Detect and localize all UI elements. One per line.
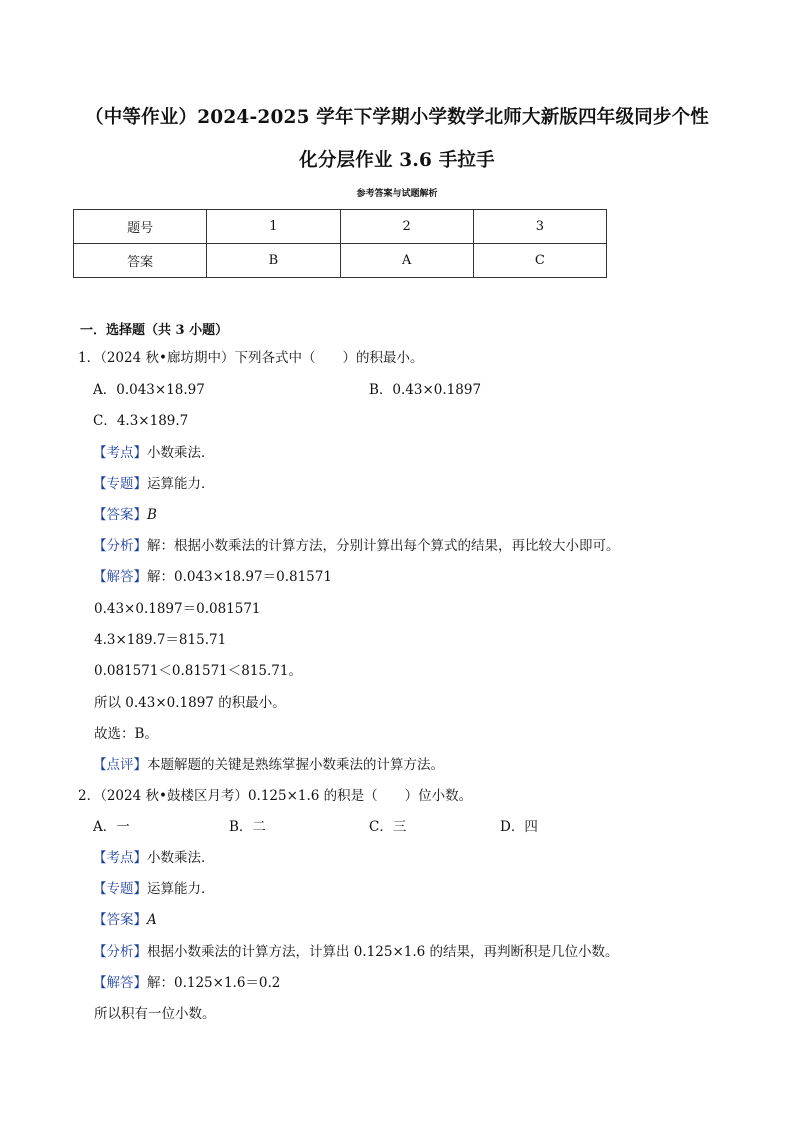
zhuanti-tag: 【专题】 <box>93 476 147 492</box>
kaodian-tag: 【考点】 <box>93 445 147 461</box>
table-cell: A <box>340 244 473 278</box>
question-1-answer <box>93 506 157 524</box>
zhuanti-text: 运算能力． <box>147 476 215 492</box>
question-1-option-a: A．0.043×18.97 <box>93 382 205 398</box>
analysis-text: 解：根据小数乘法的计算方法，分别计算出每个算式的结果，再比较大小即可。 <box>147 538 620 554</box>
question-1-option-b: B．0.43×0.1897 <box>369 382 482 398</box>
kaodian-text: 小数乘法． <box>147 850 215 866</box>
solution-text: 解：0.125×1.6＝0.2 <box>147 975 281 991</box>
question-1-step: 0.43×0.1897＝0.081571 <box>94 601 261 617</box>
question-2-zhuanti <box>93 880 215 898</box>
question-1-kaodian <box>93 444 215 462</box>
table-cell: 题号 <box>74 210 207 244</box>
question-2-step: 所以积有一位小数。 <box>94 1006 216 1022</box>
question-1-step: 所以 0.43×0.1897 的积最小。 <box>94 695 286 711</box>
table-cell: 2 <box>340 210 473 244</box>
table-cell: B <box>207 244 340 278</box>
question-2-option-a: A．一 <box>93 819 130 835</box>
question-1-solution <box>93 568 332 586</box>
analysis-tag: 【分析】 <box>93 944 147 960</box>
answer-tag: 【答案】 <box>93 507 147 523</box>
analysis-tag: 【分析】 <box>93 538 147 554</box>
question-1-option-c: C．4.3×189.7 <box>93 413 189 429</box>
document-subtitle: 参考答案与试题解析 <box>356 189 438 199</box>
comment-tag: 【点评】 <box>93 757 147 773</box>
answer-text: B <box>147 507 157 523</box>
question-2-kaodian <box>93 849 215 867</box>
question-2-option-d: D．四 <box>500 819 538 835</box>
question-2-analysis <box>93 943 619 961</box>
question-1-analysis <box>93 537 620 555</box>
table-row <box>74 244 607 278</box>
question-1-zhuanti <box>93 475 215 493</box>
question-1-step: 故选：B。 <box>94 726 158 742</box>
question-1-stem: 1．（2024 秋•廊坊期中）下列各式中（ ）的积最小。 <box>78 350 424 366</box>
question-1-comment <box>93 756 444 774</box>
table-cell: C <box>473 244 606 278</box>
section-heading: 一．选择题（共 3 小题） <box>80 323 229 338</box>
analysis-text: 根据小数乘法的计算方法，计算出 0.125×1.6 的结果，再判断积是几位小数。 <box>147 944 619 960</box>
question-2-answer <box>93 911 157 929</box>
answer-tag: 【答案】 <box>93 912 147 928</box>
question-2-solution <box>93 974 280 992</box>
answer-text: A <box>147 912 157 928</box>
comment-text: 本题解题的关键是熟练掌握小数乘法的计算方法。 <box>147 757 444 773</box>
table-cell: 答案 <box>74 244 207 278</box>
solution-tag: 【解答】 <box>93 569 147 585</box>
kaodian-text: 小数乘法． <box>147 445 215 461</box>
zhuanti-tag: 【专题】 <box>93 881 147 897</box>
zhuanti-text: 运算能力． <box>147 881 215 897</box>
question-1-step: 4.3×189.7＝815.71 <box>94 632 227 648</box>
question-2-option-c: C．三 <box>369 819 407 835</box>
question-2-stem: 2．（2024 秋•鼓楼区月考）0.125×1.6 的积是（ ）位小数。 <box>78 788 473 804</box>
question-1-step: 0.081571＜0.81571＜815.71。 <box>94 663 302 679</box>
answer-table <box>73 209 607 278</box>
table-row <box>74 210 607 244</box>
document-title-line-1: （中等作业）2024-2025 学年下学期小学数学北师大新版四年级同步个性 <box>85 107 709 128</box>
table-cell: 1 <box>207 210 340 244</box>
solution-tag: 【解答】 <box>93 975 147 991</box>
solution-text: 解：0.043×18.97＝0.81571 <box>147 569 332 585</box>
document-title-line-2: 化分层作业 3.6 手拉手 <box>299 150 495 171</box>
table-cell: 3 <box>473 210 606 244</box>
question-2-option-b: B．二 <box>229 819 266 835</box>
kaodian-tag: 【考点】 <box>93 850 147 866</box>
